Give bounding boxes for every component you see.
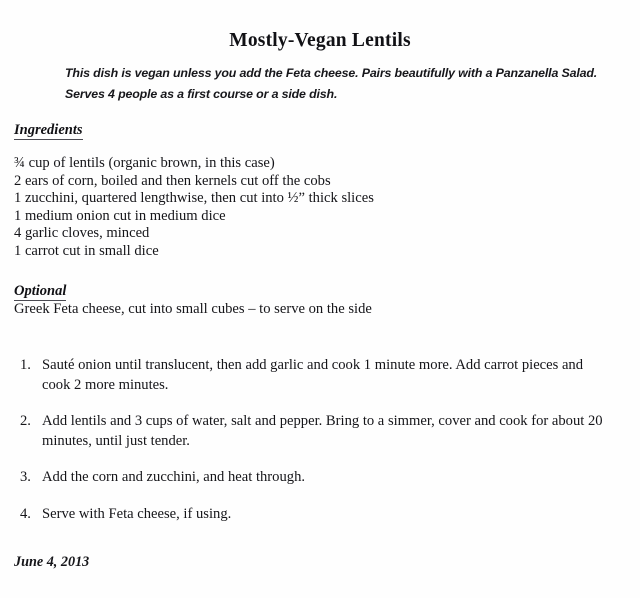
ingredients-list — [14, 155, 614, 261]
step-number: 2. — [20, 413, 31, 430]
page-title: Mostly-Vegan Lentils — [229, 30, 411, 52]
list-item: 1 carrot cut in small dice — [14, 242, 159, 259]
step-text: Add the corn and zucchini, and heat through. — [42, 469, 306, 486]
section-heading-optional: Optional — [14, 283, 67, 299]
list-item: 1 zucchini, quartered lengthwise, then cut into ½” thick slices — [14, 190, 374, 207]
list-item — [0, 468, 640, 488]
intro-paragraph — [65, 63, 610, 104]
document-date: June 4, 2013 — [14, 554, 90, 570]
intro-line-1: This dish is vegan unless you add the Feta cheese. Pairs beautifully with a Panzanella Salad. — [65, 66, 598, 80]
list-item: 2 ears of corn, boiled and then kernels cut off the cobs — [14, 172, 331, 189]
list-item: 4 garlic cloves, minced — [14, 225, 150, 242]
list-item: 1 medium onion cut in medium dice — [14, 207, 226, 224]
step-text: Serve with Feta cheese, if using. — [42, 505, 232, 522]
list-item — [0, 505, 640, 525]
section-heading-ingredients: Ingredients — [14, 122, 83, 138]
step-number: 4. — [20, 505, 31, 522]
step-number: 3. — [20, 469, 31, 486]
intro-line-2: Serves 4 people as a first course or a side dish. — [65, 86, 338, 101]
optional-ingredient-text: Greek Feta cheese, cut into small cubes – to serve on the side — [14, 301, 372, 317]
list-item: ¾ cup of lentils (organic brown, in this case) — [14, 155, 275, 171]
instruction-steps-list — [0, 356, 640, 542]
step-text: Add lentils and 3 cups of water, salt and pepper. Bring to a simmer, cover and cook for about 20 minutes, until just tender. — [42, 413, 603, 449]
list-item — [0, 412, 640, 451]
step-number: 1. — [20, 357, 31, 373]
list-item — [0, 356, 640, 395]
step-text: Sauté onion until translucent, then add garlic and cook 1 minute more. Add carrot pieces and cook 2 more minutes. — [42, 357, 584, 393]
